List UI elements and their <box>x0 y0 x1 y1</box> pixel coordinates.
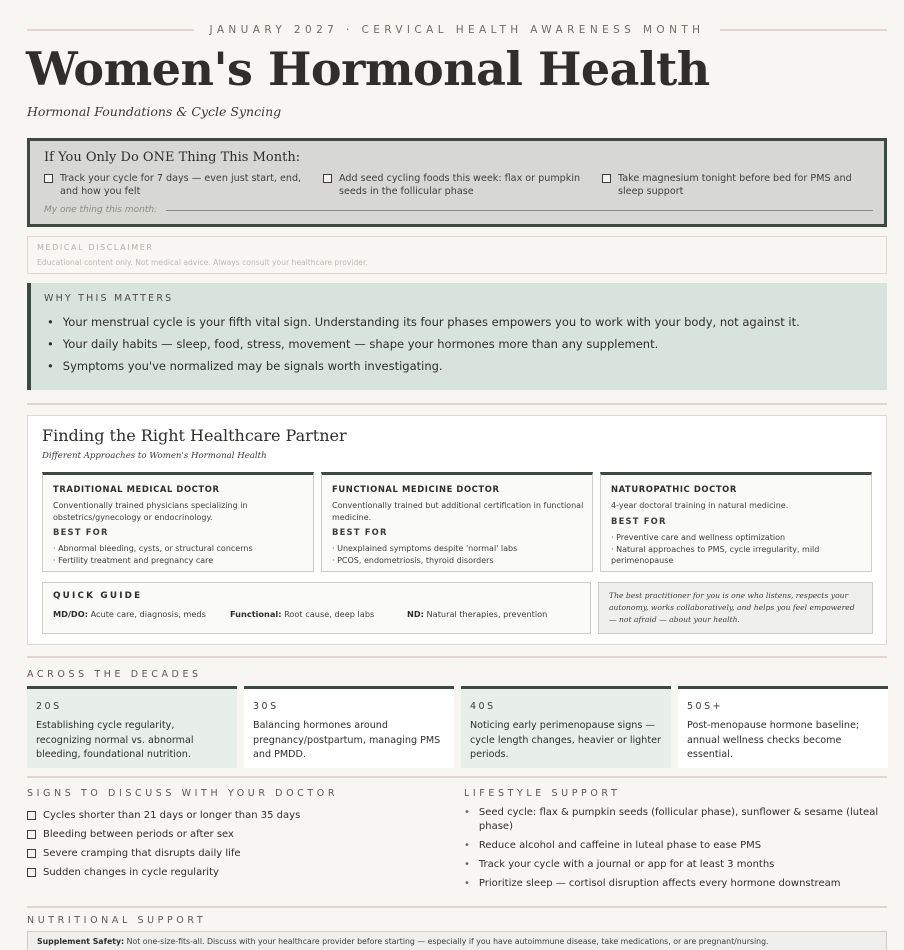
quick-guide-item <box>53 609 206 619</box>
partner-heading: Finding the Right Healthcare Partner <box>42 426 347 445</box>
decade-age: 50S+ <box>687 701 724 712</box>
card-traditional-doctor <box>42 472 314 572</box>
best-for-item: · Fertility treatment and pregnancy care <box>53 555 214 565</box>
banner-text: JANUARY 2027 · CERVICAL HEALTH AWARENESS MONTH <box>209 24 705 36</box>
list-item-text: • Prioritize sleep — cortisol disruption affects every hormone downstream <box>478 878 841 889</box>
list-item-text: • Seed cycle: flax & pumpkin seeds (follicular phase), sunflower & sesame (luteal phase) <box>478 807 879 832</box>
quick-guide-item <box>407 609 547 619</box>
disclaimer-heading: MEDICAL DISCLAIMER <box>37 243 154 252</box>
list-item: • Your daily habits — sleep, food, stress, movement — shape your hormones more than any supplement. <box>44 335 800 357</box>
quick-guide-item <box>230 609 374 619</box>
page-subtitle: Hormonal Foundations & Cycle Syncing <box>27 104 282 119</box>
list-item: • Your menstrual cycle is your fifth vital sign. Understanding its four phases empowers you to work with your body, not against it. <box>44 313 800 335</box>
list-item <box>464 858 889 872</box>
partner-subheading: Different Approaches to Women's Hormonal Health <box>42 451 267 461</box>
supplement-safety-note <box>27 931 887 950</box>
page-title: Women's Hormonal Health <box>26 42 710 96</box>
decade-age: 40S <box>470 701 496 712</box>
one-thing-option[interactable] <box>44 172 316 198</box>
checklist-item[interactable] <box>27 825 300 844</box>
best-for-item: · Unexplained symptoms despite 'normal' labs <box>332 544 518 553</box>
guide-key: ND: <box>407 609 424 619</box>
option-label: Take magnesium tonight before bed for PMS and sleep support <box>618 173 852 197</box>
card-title: NATUROPATHIC DOCTOR <box>611 484 737 494</box>
lifestyle-heading: LIFESTYLE SUPPORT <box>464 788 621 799</box>
list-item: • Symptoms you've normalized may be signals worth investigating. <box>44 357 800 379</box>
section-divider <box>27 776 887 778</box>
best-for-item: · Natural approaches to PMS, cycle irregularity, mild perimenopause <box>611 544 820 565</box>
section-divider <box>27 403 887 405</box>
guide-value: Natural therapies, prevention <box>426 609 548 619</box>
best-for-item: · Preventive care and wellness optimization <box>611 533 786 542</box>
decade-description: Noticing early perimenopause signs — cycle length changes, heavier or lighter periods. <box>470 720 661 760</box>
one-thing-option[interactable] <box>323 172 593 198</box>
checkbox[interactable] <box>323 174 332 183</box>
why-list <box>44 313 800 379</box>
best-for-label: BEST FOR <box>53 527 109 537</box>
option-label: Add seed cycling foods this week: flax or pumpkin seeds in the follicular phase <box>339 173 581 197</box>
best-for-label: BEST FOR <box>611 516 667 526</box>
banner-rule-left <box>27 29 194 31</box>
best-for-label: BEST FOR <box>332 527 388 537</box>
card-description: Conventionally trained but additional certification in functional medicine. <box>332 501 584 522</box>
list-item <box>464 839 889 853</box>
list-item <box>464 877 889 891</box>
card-functional-doctor <box>321 472 593 572</box>
section-divider <box>27 656 887 658</box>
disclaimer-body: Educational content only. Not medical advice. Always consult your healthcare provider. <box>37 258 368 267</box>
one-thing-option[interactable] <box>602 172 872 198</box>
checklist-item[interactable] <box>27 806 300 825</box>
checklist-label: Bleeding between periods or after sex <box>43 829 234 840</box>
card-title: TRADITIONAL MEDICAL DOCTOR <box>53 484 220 494</box>
decades-heading: ACROSS THE DECADES <box>27 669 202 680</box>
decade-card <box>27 686 237 768</box>
decade-description: Balancing hormones around pregnancy/postpartum, managing PMS and PMDD. <box>253 720 441 760</box>
header-banner <box>27 22 887 38</box>
write-in-line[interactable] <box>166 210 873 211</box>
decade-description: Post-menopause hormone baseline; annual wellness checks become essential. <box>687 720 860 760</box>
banner-rule-right <box>720 29 887 31</box>
medical-disclaimer <box>27 236 887 274</box>
checkbox[interactable] <box>27 830 36 839</box>
checklist-item[interactable] <box>27 863 300 882</box>
nutrition-heading: NUTRITIONAL SUPPORT <box>27 915 207 926</box>
decade-card <box>678 686 888 768</box>
my-one-thing-field[interactable] <box>44 205 873 215</box>
checklist-label: Sudden changes in cycle regularity <box>43 867 219 878</box>
card-description: 4-year doctoral training in natural medicine. <box>611 501 789 510</box>
checkbox[interactable] <box>27 849 36 858</box>
checkbox[interactable] <box>27 868 36 877</box>
checkbox[interactable] <box>27 811 36 820</box>
safety-label: Supplement Safety: <box>37 937 125 946</box>
decade-age: 30S <box>253 701 279 712</box>
guide-key: MD/DO: <box>53 609 88 619</box>
decade-description: Establishing cycle regularity, recognizing normal vs. abnormal bleeding, foundational nutrition. <box>36 720 194 760</box>
checkbox[interactable] <box>602 174 611 183</box>
guide-key: Functional: <box>230 609 282 619</box>
healthcare-partner-section <box>27 415 887 645</box>
quick-guide <box>42 582 591 634</box>
checklist-item[interactable] <box>27 844 300 863</box>
one-thing-heading: If You Only Do ONE Thing This Month: <box>44 150 301 165</box>
my-one-thing-label: My one thing this month: <box>44 205 158 215</box>
checklist-label: Cycles shorter than 21 days or longer than 35 days <box>43 810 301 821</box>
card-title: FUNCTIONAL MEDICINE DOCTOR <box>332 484 500 494</box>
one-thing-box <box>27 138 887 227</box>
list-item-text: • Reduce alcohol and caffeine in luteal phase to ease PMS <box>478 840 762 851</box>
option-label: Track your cycle for 7 days — even just start, end, and how you felt <box>60 173 302 197</box>
lifestyle-list <box>464 806 889 896</box>
checklist-label: Severe cramping that disrupts daily life <box>43 848 241 859</box>
guide-value: Root cause, deep labs <box>284 609 375 619</box>
safety-text: Not one-size-fits-all. Discuss with your healthcare provider before starting — especially if you have autoimmune disease, take medications, or are pregnant/nursing. <box>126 937 769 946</box>
decade-age: 20S <box>36 701 62 712</box>
card-naturopathic-doctor <box>600 472 872 572</box>
section-divider <box>27 906 887 908</box>
list-item-text: • Track your cycle with a journal or app for at least 3 months <box>478 859 775 870</box>
quick-guide-heading: QUICK GUIDE <box>53 591 143 601</box>
signs-checklist <box>27 806 300 882</box>
practitioner-quote: The best practitioner for you is one who listens, respects your autonomy, works collaboratively, and helps you feel empowered — not afraid — about your health. <box>598 582 873 634</box>
decade-card <box>244 686 454 768</box>
list-item <box>464 806 889 834</box>
guide-value: Acute care, diagnosis, meds <box>90 609 206 619</box>
decade-card <box>461 686 671 768</box>
signs-heading: SIGNS TO DISCUSS WITH YOUR DOCTOR <box>27 788 339 799</box>
why-heading: WHY THIS MATTERS <box>44 293 174 304</box>
checkbox[interactable] <box>44 174 53 183</box>
best-for-item: · Abnormal bleeding, cysts, or structural concerns <box>53 544 253 553</box>
card-description: Conventionally trained physicians specializing in obstetrics/gynecology or endocrinology. <box>53 501 248 522</box>
why-this-matters <box>27 283 887 390</box>
best-for-item: · PCOS, endometriosis, thyroid disorders <box>332 555 494 565</box>
